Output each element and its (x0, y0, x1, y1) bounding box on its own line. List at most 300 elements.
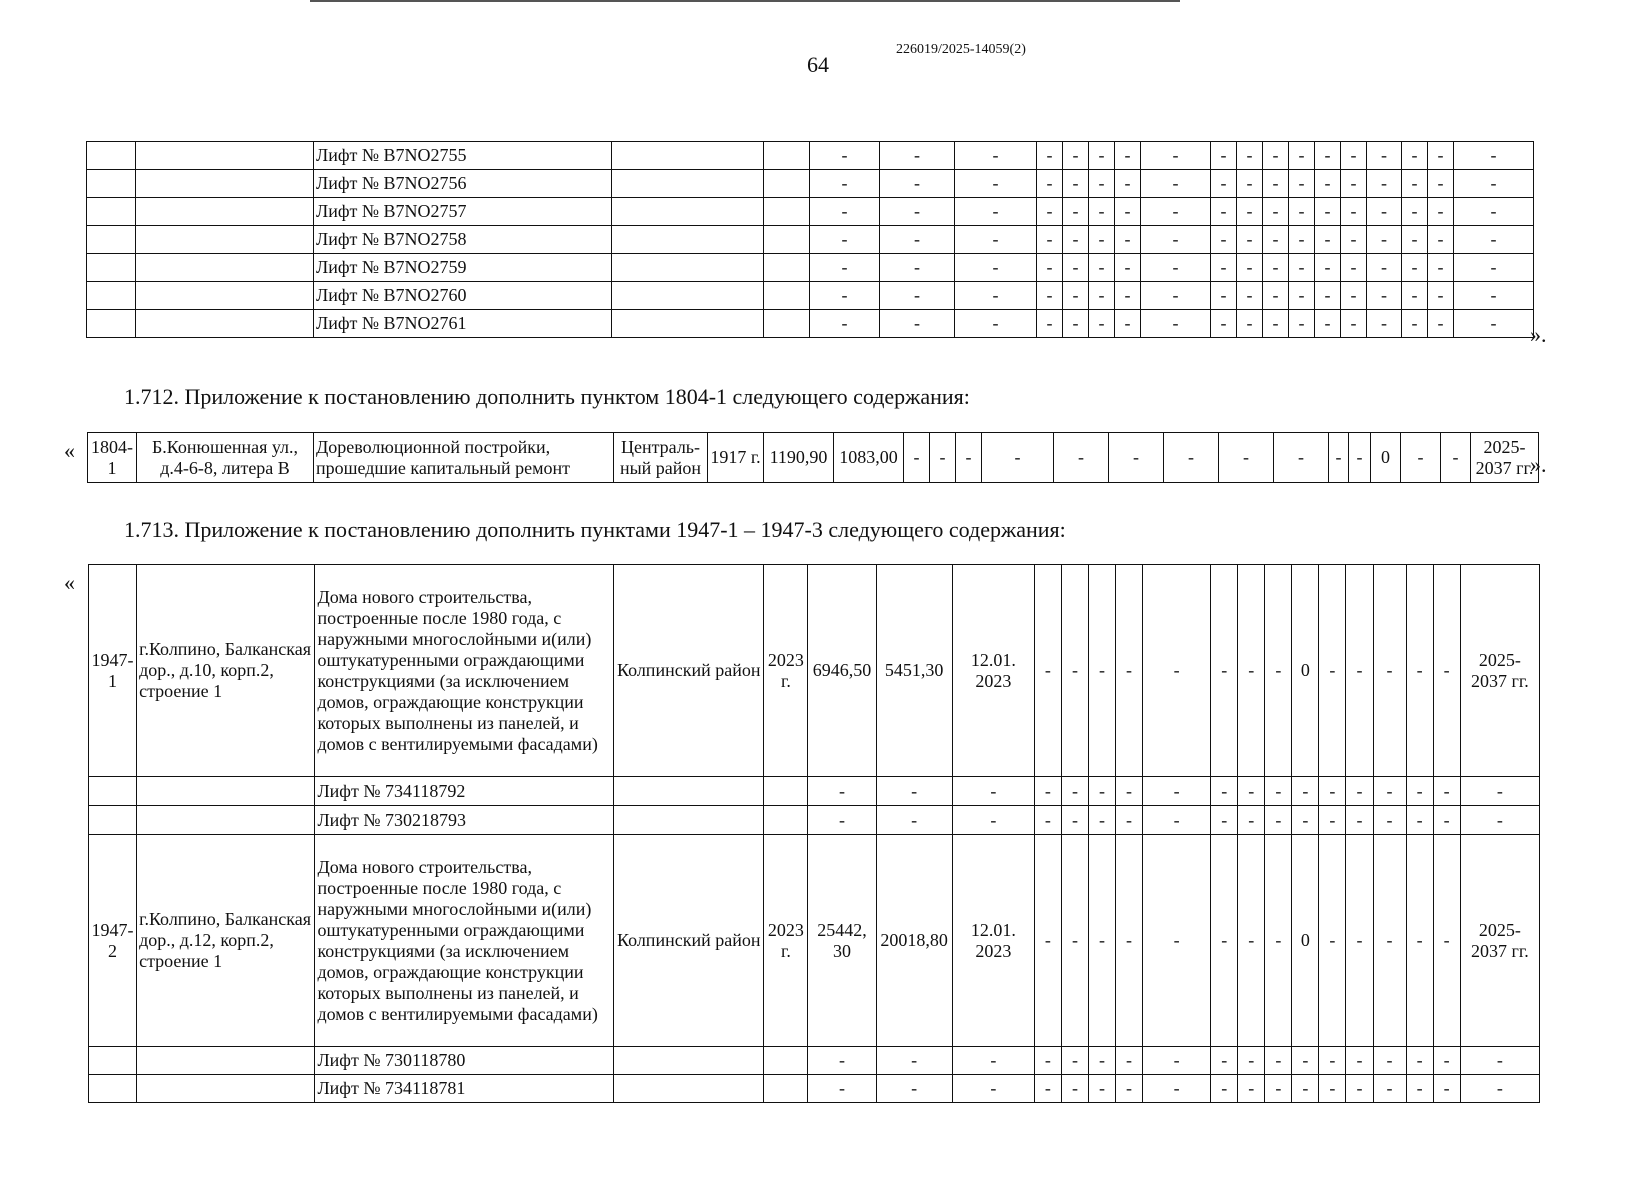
dash-cell: - (1238, 777, 1265, 806)
dash-cell: - (1319, 1047, 1346, 1075)
address: Б.Конюшенная ул., д.4-6-8, литера В (137, 433, 314, 483)
dash-cell: - (1292, 1075, 1319, 1103)
empty-cell (89, 1075, 137, 1103)
dash-cell: - (1211, 282, 1237, 310)
dash-cell: - (1289, 310, 1315, 338)
zero-cell: 0 (1371, 433, 1401, 483)
dash-cell: - (1433, 806, 1460, 835)
area-living: 1083,00 (834, 433, 904, 483)
date: 12.01. 2023 (952, 835, 1034, 1047)
lift-table-continued (86, 141, 1534, 338)
empty-cell (614, 777, 764, 806)
dash-cell: - (1089, 254, 1115, 282)
dash-cell: - (1402, 170, 1428, 198)
empty-cell (612, 142, 764, 170)
dash-cell: - (1274, 433, 1329, 483)
dash-cell: - (1061, 565, 1088, 777)
lift-row (87, 254, 1534, 282)
empty-cell (87, 142, 136, 170)
empty-cell (764, 310, 810, 338)
dash-cell: - (1402, 254, 1428, 282)
empty-cell (136, 170, 314, 198)
dash-cell: - (1265, 1075, 1292, 1103)
dash-cell: - (1109, 433, 1164, 483)
dash-cell: - (1265, 1047, 1292, 1075)
dash-cell: - (1315, 198, 1341, 226)
dash-cell: - (1406, 565, 1433, 777)
lift-label: Лифт № B7NO2758 (314, 226, 612, 254)
date: 12.01. 2023 (952, 565, 1034, 777)
lift-row (87, 282, 1534, 310)
area-total: 6946,50 (808, 565, 876, 777)
empty-cell (764, 1075, 808, 1103)
dash-cell: - (1289, 170, 1315, 198)
dash-cell: - (1263, 170, 1289, 198)
dash-cell: - (1211, 806, 1238, 835)
dash-cell: - (1373, 1047, 1406, 1075)
dash-cell: - (1088, 565, 1115, 777)
area-living: 20018,80 (876, 835, 952, 1047)
empty-cell (87, 310, 136, 338)
dash-cell: - (1367, 198, 1402, 226)
dash-cell: - (955, 142, 1037, 170)
dash-cell: - (1433, 1047, 1460, 1075)
dash-cell: - (1061, 1047, 1088, 1075)
dash-cell: - (1089, 142, 1115, 170)
dash-cell: - (1265, 835, 1292, 1047)
dash-cell: - (1238, 806, 1265, 835)
dash-cell: - (1329, 433, 1349, 483)
dash-cell: - (1319, 835, 1346, 1047)
dash-cell: - (1315, 170, 1341, 198)
dash-cell: - (1034, 1075, 1061, 1103)
dash-cell: - (1211, 835, 1238, 1047)
dash-cell: - (876, 1075, 952, 1103)
empty-cell (87, 170, 136, 198)
dash-cell: - (1037, 254, 1063, 282)
opening-quote: « (64, 438, 75, 463)
dash-cell: - (1402, 198, 1428, 226)
dash-cell: - (930, 433, 956, 483)
dash-cell: - (880, 254, 955, 282)
dash-cell: - (810, 142, 880, 170)
lift-label: Лифт № B7NO2756 (314, 170, 612, 198)
empty-cell (136, 310, 314, 338)
dash-cell: - (1089, 170, 1115, 198)
dash-cell: - (1141, 226, 1211, 254)
dash-cell: - (1315, 282, 1341, 310)
dash-cell: - (1289, 198, 1315, 226)
dash-cell: - (1089, 282, 1115, 310)
empty-cell (87, 254, 136, 282)
dash-cell: - (810, 282, 880, 310)
dash-cell: - (1237, 282, 1263, 310)
dash-cell: - (952, 1075, 1034, 1103)
dash-cell: - (1402, 226, 1428, 254)
lift-row (87, 142, 1534, 170)
dash-cell: - (1211, 198, 1237, 226)
dash-cell: - (876, 1047, 952, 1075)
dash-cell: - (1367, 310, 1402, 338)
dash-cell: - (1238, 565, 1265, 777)
dash-cell: - (808, 1047, 876, 1075)
empty-cell (764, 198, 810, 226)
dash-cell: - (1141, 310, 1211, 338)
dash-cell: - (1116, 1075, 1143, 1103)
empty-cell (137, 1075, 315, 1103)
dash-cell: - (1089, 310, 1115, 338)
scan-top-line (310, 0, 1180, 2)
dash-cell: - (1289, 254, 1315, 282)
empty-cell (614, 1047, 764, 1075)
dash-cell: - (810, 198, 880, 226)
dash-cell: - (810, 226, 880, 254)
address: г.Колпино, Балканская дор., д.12, корп.2, строение 1 (137, 835, 315, 1047)
dash-cell: - (1116, 835, 1143, 1047)
zero-cell: 0 (1292, 565, 1319, 777)
lift-row (87, 170, 1534, 198)
dash-cell: - (1460, 1047, 1539, 1075)
dash-cell: - (1454, 310, 1534, 338)
dash-cell: - (1367, 142, 1402, 170)
dash-cell: - (1263, 142, 1289, 170)
dash-cell: - (1402, 282, 1428, 310)
dash-cell: - (1346, 777, 1373, 806)
lift-row (89, 806, 1540, 835)
dash-cell: - (1454, 226, 1534, 254)
empty-cell (612, 170, 764, 198)
dash-cell: - (1341, 170, 1367, 198)
dash-cell: - (1428, 226, 1454, 254)
lift-row (87, 198, 1534, 226)
dash-cell: - (904, 433, 930, 483)
dash-cell: - (1428, 310, 1454, 338)
lift-label: Лифт № 730218793 (315, 806, 614, 835)
dash-cell: - (1428, 142, 1454, 170)
dash-cell: - (1441, 433, 1471, 483)
dash-cell: - (956, 433, 982, 483)
dash-cell: - (1115, 310, 1141, 338)
dash-cell: - (1346, 806, 1373, 835)
dash-cell: - (1319, 777, 1346, 806)
address: г.Колпино, Балканская дор., д.10, корп.2, строение 1 (137, 565, 315, 777)
dash-cell: - (808, 777, 876, 806)
dash-cell: - (1367, 170, 1402, 198)
dash-cell: - (1115, 254, 1141, 282)
lift-label: Лифт № 734118781 (315, 1075, 614, 1103)
empty-cell (612, 198, 764, 226)
closing-quote: ». (1530, 322, 1547, 347)
dash-cell: - (1367, 226, 1402, 254)
district: Колпинский район (614, 835, 764, 1047)
dash-cell: - (1319, 806, 1346, 835)
dash-cell: - (1341, 142, 1367, 170)
dash-cell: - (1454, 254, 1534, 282)
zero-cell: 0 (1292, 835, 1319, 1047)
dash-cell: - (1141, 198, 1211, 226)
dash-cell: - (955, 170, 1037, 198)
lift-row (87, 226, 1534, 254)
dash-cell: - (1237, 226, 1263, 254)
dash-cell: - (1143, 806, 1211, 835)
dash-cell: - (1373, 777, 1406, 806)
dash-cell: - (1454, 282, 1534, 310)
dash-cell: - (1143, 1075, 1211, 1103)
dash-cell: - (1406, 806, 1433, 835)
dash-cell: - (1034, 777, 1061, 806)
dash-cell: - (1211, 254, 1237, 282)
dash-cell: - (810, 254, 880, 282)
dash-cell: - (1341, 254, 1367, 282)
document-code: 226019/2025-14059(2) (896, 42, 1026, 57)
dash-cell: - (1037, 198, 1063, 226)
dash-cell: - (1063, 226, 1089, 254)
dash-cell: - (1143, 1047, 1211, 1075)
paragraph-1712: 1.712. Приложение к постановлению дополнить пунктом 1804-1 следующего содержания: (124, 384, 970, 409)
year: 2023 г. (764, 565, 808, 777)
dash-cell: - (1211, 226, 1237, 254)
dash-cell: - (1319, 1075, 1346, 1103)
dash-cell: - (1346, 1047, 1373, 1075)
empty-cell (612, 310, 764, 338)
dash-cell: - (955, 198, 1037, 226)
dash-cell: - (1211, 170, 1237, 198)
dash-cell: - (1115, 142, 1141, 170)
dash-cell: - (952, 777, 1034, 806)
dash-cell: - (1034, 1047, 1061, 1075)
dash-cell: - (1433, 835, 1460, 1047)
empty-cell (612, 226, 764, 254)
dash-cell: - (880, 282, 955, 310)
dash-cell: - (1433, 1075, 1460, 1103)
dash-cell: - (1346, 835, 1373, 1047)
dash-cell: - (876, 777, 952, 806)
dash-cell: - (810, 310, 880, 338)
dash-cell: - (1238, 1047, 1265, 1075)
lift-row (89, 1075, 1540, 1103)
dash-cell: - (1088, 806, 1115, 835)
empty-cell (136, 142, 314, 170)
building-type: Дома нового строительства, построенные после 1980 года, с наружными многослойными и(или) оштукатуренными ограждающими конструкциями (за исключением домов, ограждающие конструкции которых выполнены из панелей, и домов с вентилируемыми фасадами) (315, 565, 614, 777)
dash-cell: - (1115, 226, 1141, 254)
dash-cell: - (1141, 282, 1211, 310)
lift-label: Лифт № B7NO2757 (314, 198, 612, 226)
dash-cell: - (955, 282, 1037, 310)
dash-cell: - (1088, 1047, 1115, 1075)
dash-cell: - (1061, 806, 1088, 835)
empty-cell (136, 254, 314, 282)
row-number: 1947-1 (89, 565, 137, 777)
lift-row (89, 777, 1540, 806)
dash-cell: - (1088, 777, 1115, 806)
dash-cell: - (1063, 170, 1089, 198)
dash-cell: - (1265, 777, 1292, 806)
lift-label: Лифт № B7NO2761 (314, 310, 612, 338)
dash-cell: - (1263, 310, 1289, 338)
area-total: 25442, 30 (808, 835, 876, 1047)
dash-cell: - (1237, 170, 1263, 198)
dash-cell: - (1460, 806, 1539, 835)
empty-cell (89, 806, 137, 835)
dash-cell: - (1315, 310, 1341, 338)
year: 1917 г. (708, 433, 764, 483)
dash-cell: - (1211, 310, 1237, 338)
dash-cell: - (1063, 282, 1089, 310)
dash-cell: - (1428, 198, 1454, 226)
rows-1947-table (88, 564, 1540, 1103)
dash-cell: - (1349, 433, 1371, 483)
dash-cell: - (1063, 198, 1089, 226)
dash-cell: - (952, 806, 1034, 835)
dash-cell: - (955, 310, 1037, 338)
lift-label: Лифт № 734118792 (315, 777, 614, 806)
dash-cell: - (1401, 433, 1441, 483)
lift-row (87, 310, 1534, 338)
dash-cell: - (1433, 777, 1460, 806)
dash-cell: - (1373, 1075, 1406, 1103)
dash-cell: - (955, 254, 1037, 282)
dash-cell: - (982, 433, 1054, 483)
empty-cell (764, 142, 810, 170)
empty-cell (87, 282, 136, 310)
empty-cell (764, 170, 810, 198)
dash-cell: - (1263, 226, 1289, 254)
district: Колпинский район (614, 565, 764, 777)
dash-cell: - (808, 1075, 876, 1103)
dash-cell: - (1061, 777, 1088, 806)
dash-cell: - (1211, 142, 1237, 170)
empty-cell (614, 806, 764, 835)
row-number: 1804-1 (88, 433, 137, 483)
dash-cell: - (1263, 282, 1289, 310)
dash-cell: - (1428, 282, 1454, 310)
empty-cell (136, 282, 314, 310)
dash-cell: - (1315, 254, 1341, 282)
dash-cell: - (1116, 565, 1143, 777)
empty-cell (137, 777, 315, 806)
dash-cell: - (1211, 777, 1238, 806)
dash-cell: - (1037, 310, 1063, 338)
period: 2025-2037 гг. (1460, 565, 1539, 777)
dash-cell: - (1265, 806, 1292, 835)
empty-cell (136, 198, 314, 226)
dash-cell: - (808, 806, 876, 835)
dash-cell: - (1289, 282, 1315, 310)
dash-cell: - (1289, 142, 1315, 170)
area-living: 5451,30 (876, 565, 952, 777)
dash-cell: - (952, 1047, 1034, 1075)
year: 2023 г. (764, 835, 808, 1047)
empty-cell (612, 254, 764, 282)
dash-cell: - (876, 806, 952, 835)
dash-cell: - (1116, 777, 1143, 806)
page-number: 64 (807, 52, 829, 77)
dash-cell: - (1460, 1075, 1539, 1103)
dash-cell: - (1292, 1047, 1319, 1075)
dash-cell: - (1341, 198, 1367, 226)
period: 2025-2037 гг. (1460, 835, 1539, 1047)
dash-cell: - (1406, 777, 1433, 806)
closing-quote: ». (1530, 452, 1547, 477)
dash-cell: - (1237, 310, 1263, 338)
dash-cell: - (1289, 226, 1315, 254)
dash-cell: - (1373, 806, 1406, 835)
opening-quote: « (64, 570, 75, 595)
empty-cell (87, 226, 136, 254)
dash-cell: - (1143, 565, 1211, 777)
lift-label: Лифт № 730118780 (315, 1047, 614, 1075)
dash-cell: - (1211, 1047, 1238, 1075)
dash-cell: - (1063, 310, 1089, 338)
empty-cell (764, 254, 810, 282)
row-1947-2 (89, 835, 1540, 1047)
lift-row (89, 1047, 1540, 1075)
dash-cell: - (1115, 282, 1141, 310)
dash-cell: - (1406, 1075, 1433, 1103)
dash-cell: - (1433, 565, 1460, 777)
dash-cell: - (1061, 835, 1088, 1047)
dash-cell: - (1141, 254, 1211, 282)
empty-cell (764, 777, 808, 806)
dash-cell: - (1373, 565, 1406, 777)
dash-cell: - (1341, 226, 1367, 254)
dash-cell: - (1237, 142, 1263, 170)
empty-cell (614, 1075, 764, 1103)
row-1947-1 (89, 565, 1540, 777)
dash-cell: - (1367, 282, 1402, 310)
dash-cell: - (1037, 226, 1063, 254)
building-type: Дома нового строительства, построенные после 1980 года, с наружными многослойными и(или) оштукатуренными ограждающими конструкциями (за исключением домов, ограждающие конструкции которых выполнены из панелей, и домов с вентилируемыми фасадами) (315, 835, 614, 1047)
dash-cell: - (1063, 142, 1089, 170)
empty-cell (87, 198, 136, 226)
dash-cell: - (1428, 254, 1454, 282)
dash-cell: - (955, 226, 1037, 254)
dash-cell: - (1089, 226, 1115, 254)
dash-cell: - (1263, 254, 1289, 282)
dash-cell: - (1341, 282, 1367, 310)
empty-cell (764, 226, 810, 254)
dash-cell: - (880, 310, 955, 338)
paragraph-1713: 1.713. Приложение к постановлению дополнить пунктами 1947-1 – 1947-3 следующего содержания: (124, 517, 1066, 542)
dash-cell: - (1428, 170, 1454, 198)
empty-cell (89, 1047, 137, 1075)
dash-cell: - (1402, 142, 1428, 170)
dash-cell: - (880, 198, 955, 226)
period: 2025-2037 гг. (1471, 433, 1539, 483)
dash-cell: - (1037, 282, 1063, 310)
dash-cell: - (1116, 1047, 1143, 1075)
dash-cell: - (1346, 1075, 1373, 1103)
dash-cell: - (880, 142, 955, 170)
dash-cell: - (1460, 777, 1539, 806)
dash-cell: - (1454, 142, 1534, 170)
dash-cell: - (1406, 835, 1433, 1047)
dash-cell: - (1088, 835, 1115, 1047)
dash-cell: - (1454, 198, 1534, 226)
dash-cell: - (1263, 198, 1289, 226)
dash-cell: - (1367, 254, 1402, 282)
dash-cell: - (1141, 170, 1211, 198)
dash-cell: - (1265, 565, 1292, 777)
dash-cell: - (1373, 835, 1406, 1047)
dash-cell: - (1116, 806, 1143, 835)
empty-cell (137, 806, 315, 835)
dash-cell: - (1088, 1075, 1115, 1103)
dash-cell: - (1037, 170, 1063, 198)
dash-cell: - (1406, 1047, 1433, 1075)
district: Централь-ный район (614, 433, 708, 483)
dash-cell: - (1054, 433, 1109, 483)
